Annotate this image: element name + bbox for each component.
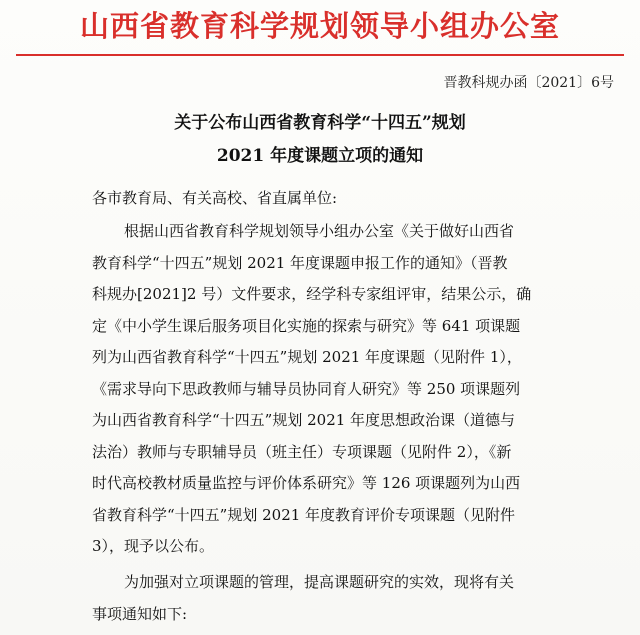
paragraph-line: 列为山西省教育科学“十四五”规划 2021 年度课题（见附件 1）， (92, 348, 522, 366)
paragraph-line: 《需求导向下思政教师与辅导员协同育人研究》等 250 项课题列 (92, 379, 521, 398)
paragraph-line: 为山西省教育科学“十四五”规划 2021 年度思想政治课（道德与 (92, 411, 516, 429)
addressee: 各市教育局、有关高校、省直属单位: (92, 189, 338, 207)
body-paragraph-2 (92, 567, 612, 630)
header-red-rule (16, 54, 624, 56)
office-name-header: 山西省教育科学规划领导小组办公室 (79, 9, 560, 43)
paragraph-line: 教育科学“十四五”规划 2021 年度课题申报工作的通知》（晋教 (92, 253, 508, 272)
document-title-line-2: 2021 年度课题立项的通知 (216, 146, 424, 166)
paragraph-line: 根据山西省教育科学规划领导小组办公室《关于做好山西省 (124, 222, 515, 240)
paragraph-line: 为加强对立项课题的管理，提高课题研究的实效，现将有关 (124, 573, 515, 591)
document-title-line-1: 关于公布山西省教育科学“十四五”规划 (174, 113, 466, 133)
document-number: 晋教科规办函〔2021〕6号 (443, 75, 614, 91)
body-paragraph-1 (92, 216, 612, 563)
paragraph-line: 定《中小学生课后服务项目化实施的探索与研究》等 641 项课题 (92, 316, 521, 335)
paragraph-line: 科规办[2021]2 号）文件要求，经学科专家组评审，结果公示，确 (92, 285, 532, 303)
paragraph-line: 事项通知如下: (92, 604, 188, 623)
paragraph-line: 省教育科学“十四五”规划 2021 年度教育评价专项课题（见附件 (92, 505, 516, 524)
paragraph-line: 时代高校教材质量监控与评价体系研究》等 126 项课题列为山西 (92, 474, 521, 492)
paragraph-line: 法治）教师与专职辅导员（班主任）专项课题（见附件 2），《新 (92, 442, 512, 461)
paragraph-line: 3），现予以公布。 (92, 537, 215, 555)
